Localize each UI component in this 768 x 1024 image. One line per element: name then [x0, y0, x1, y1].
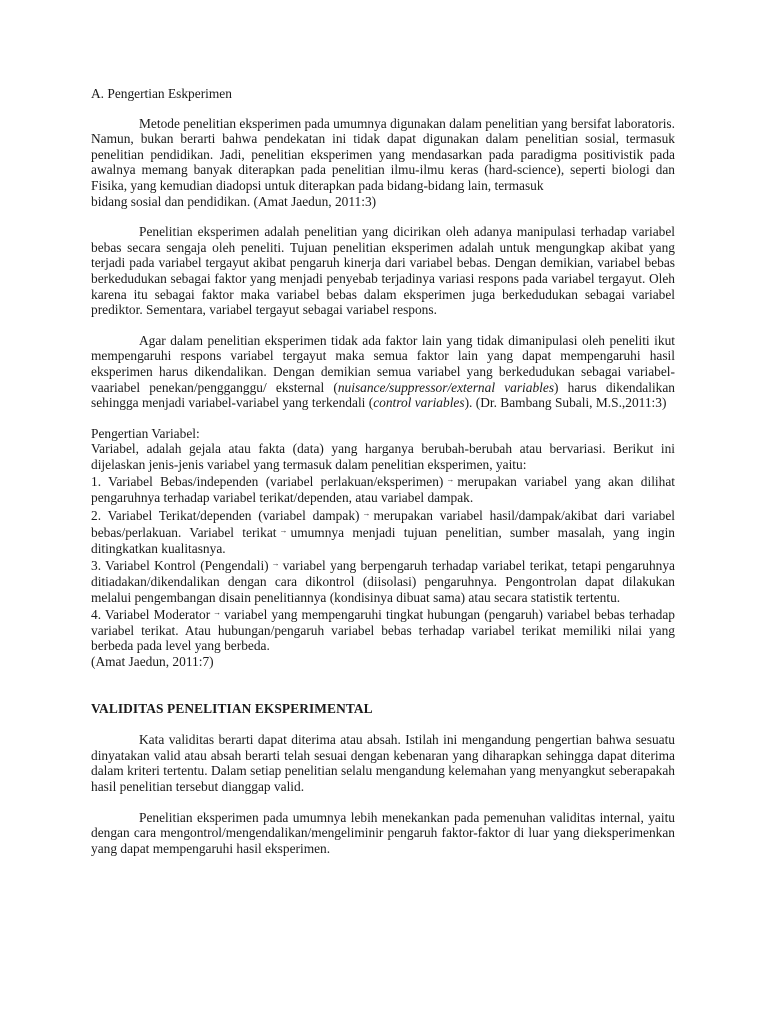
variabel-terikat-desc-2: umumnya menjadi tujuan penelitian, sumber masalah, yang ingin ditingkatkan kualitasnya. — [91, 525, 675, 556]
document-page — [91, 86, 675, 871]
variabel-bebas-term: 1. Variabel Bebas/independen (variabel perlakuan/eksperimen) — [91, 474, 444, 490]
paragraph-validitas-internal: Penelitian eksperimen pada umumnya lebih menekankan pada pemenuhan validitas internal, yaitu dengan cara mengontrol/mengendalikan/mengeliminir pengaruh faktor-faktor di luar yang dieksperimenkan yang dapat mempengaruhi hasil eksperimen. — [91, 809, 675, 856]
pengendalian-italic-1: nuisance/suppressor/external variables — [337, 379, 555, 395]
arrow-icon: → — [279, 526, 288, 536]
variabel-heading: Pengertian Variabel: — [91, 425, 200, 441]
paragraph-pengendalian — [91, 333, 675, 411]
variabel-intro: Variabel, adalah gejala atau fakta (data) yang harganya berubah-berubah atau bervariasi. Berikut ini dijelaskan jenis-jenis variabel yang termasuk dalam penelitian eksperimen, yaitu: — [91, 441, 675, 472]
list-item-variabel-kontrol — [91, 556, 675, 605]
variabel-bebas-desc: merupakan variabel yang akan dilihat pengaruhnya terhadap variabel terikat/dependen, atau variabel dampak. — [91, 474, 675, 506]
list-item-variabel-bebas — [91, 472, 675, 505]
variabel-kontrol-desc: variabel yang berpengaruh terhadap variabel terikat, tetapi pengaruhnya ditiadakan/dikendalikan dengan cara dikontrol (diisolasi) pengaruhnya. Pengontrolan dapat dilakukan melalui pengembangan disain penelitiannya (kondisinya dibuat sama) atau secara statistik tertentu. — [91, 558, 676, 605]
paragraph-metode: Metode penelitian eksperimen pada umumnya digunakan dalam penelitian yang bersifat laboratoris. Namun, bukan berarti bahwa pendekatan ini tidak dapat digunakan dalam penelitian sosial, termasuk penelitian pendidikan. Jadi, penelitian eksperimen yang mendasarkan pada paradigma positivistik pada awalnya memang banyak diterapkan pada penelitian ilmu-ilmu keras (hard-science), seperti biologi dan Fisika, yang kemudian diadopsi untuk diterapkan pada bidang-bidang lain, termasuk — [91, 115, 675, 193]
section-a-title: A. Pengertian Eskperimen — [91, 86, 232, 101]
arrow-icon: → — [271, 559, 280, 569]
pengendalian-italic-2: control variables — [373, 395, 465, 411]
variabel-moderator-desc: variabel yang mempengaruhi tingkat hubungan (pengaruh) variabel bebas terhadap variabel terikat. Atau hubungan/pengaruh variabel bebas terhadap variabel terikat memiliki nilai yang berbeda pada level yang berbeda. — [91, 607, 676, 654]
pengendalian-text-3: ). (Dr. Bambang Subali, M.S.,2011:3) — [464, 395, 667, 411]
paragraph-metode-tail: bidang sosial dan pendidikan. (Amat Jaedun, 2011:3) — [91, 193, 377, 209]
paragraph-definisi: Penelitian eksperimen adalah penelitian yang dicirikan oleh adanya manipulasi terhadap variabel bebas secara sengaja oleh peneliti. Tujuan penelitian eksperimen adalah untuk mengungkap akibat yang terjadi pada variabel tergayut akibat pengaruh kinerja dari variabel bebas. Dengan demikian, variabel bebas berkedudukan sebagai faktor yang menjadi penyebab terjadinya variasi respons pada variabel tergayut. Oleh karena itu sebagai faktor maka variabel bebas dalam eksperimen juga berkedudukan sebagai variabel prediktor. Sementara, variabel tergayut sebagai variabel respons. — [91, 224, 675, 318]
paragraph-validitas: Kata validitas berarti dapat diterima atau absah. Istilah ini mengandung pengertian bahwa sesuatu dinyatakan valid atau absah berarti telah sesuai dengan kebenaran yang diharapkan sehingga dapat diterima dalam kriteri tertentu. Dalam setiap penelitian selalu mengandung kelemahan yang menyangkut seberapakah hasil penelitian tersebut dianggap valid. — [91, 732, 675, 794]
variabel-terikat-term: 2. Variabel Terikat/dependen (variabel dampak) — [91, 507, 360, 523]
arrow-icon: → — [213, 608, 222, 618]
list-item-variabel-terikat — [91, 506, 675, 557]
arrow-icon: → — [446, 475, 455, 485]
pengendalian-text-2: ) harus dikendalikan sehingga menjadi variabel-variabel yang terkendali ( — [91, 379, 675, 411]
arrow-icon: → — [362, 508, 371, 518]
variabel-kontrol-term: 3. Variabel Kontrol (Pengendali) — [91, 558, 269, 574]
list-item-variabel-moderator — [91, 605, 675, 654]
validitas-title: VALIDITAS PENELITIAN EKSPERIMENTAL — [91, 700, 373, 716]
variabel-terikat-desc: merupakan variabel hasil/dampak/akibat dari variabel bebas/perlakuan. Variabel terikat — [91, 507, 675, 541]
pengendalian-text-1: Agar dalam penelitian eksperimen tidak ada faktor lain yang tidak dimanipulasi oleh peneliti ikut mempengaruhi respons variabel tergayut maka semua faktor lain yang dapat mempengaruhi hasil eksperimen harus dikendalikan. Dengan demikian semua variabel yang berkedudukan sebagai variabel-vaariabel penekan/pengganggu/ eksternal ( — [91, 332, 675, 395]
variabel-moderator-term: 4. Variabel Moderator — [91, 607, 211, 623]
variabel-citation: (Amat Jaedun, 2011:7) — [91, 654, 214, 669]
